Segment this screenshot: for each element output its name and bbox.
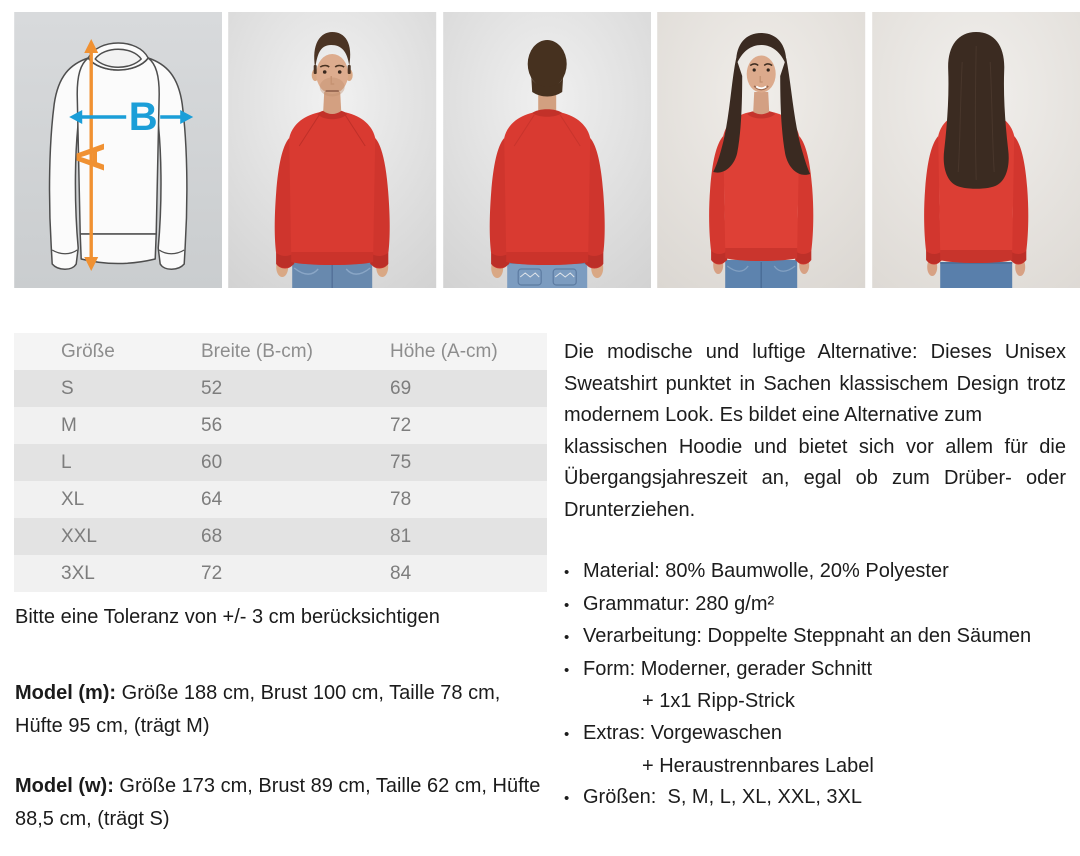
- product-features-list: [564, 556, 1076, 815]
- table-row: [14, 407, 547, 444]
- model-w-info: [15, 770, 546, 836]
- cell-width: 64: [201, 488, 223, 510]
- cell-width: 68: [201, 525, 223, 547]
- bullet-icon: •: [564, 564, 570, 581]
- bullet-icon: •: [564, 596, 570, 614]
- photo-female-back: [872, 12, 1080, 288]
- bullet-icon: •: [564, 790, 570, 808]
- cell-width: 60: [201, 451, 223, 473]
- cell-height: 69: [390, 377, 412, 399]
- cell-width: 72: [201, 562, 223, 584]
- cell-width: 52: [201, 377, 223, 399]
- table-row: [14, 370, 547, 407]
- model-m-measurements: Größe 188 cm, Brust 100 cm, Taille 78 cm, Hüfte 95 cm, (trägt M): [15, 682, 506, 737]
- cell-size: XL: [61, 488, 85, 510]
- size-table-header-height: Höhe (A-cm): [390, 340, 498, 362]
- cell-height: 78: [390, 488, 412, 510]
- table-row: [14, 444, 547, 481]
- tolerance-note: Bitte eine Toleranz von +/- 3 cm berücksichtigen: [15, 606, 440, 628]
- description-paragraph-2: klassischen Hoodie und bietet sich vor allem für die Übergangsjahreszeit an, egal ob zum Drüber- oder Drunterziehen.: [564, 435, 1066, 521]
- cell-height: 75: [390, 451, 412, 473]
- female-back-illustration: [872, 12, 1080, 288]
- model-m-info: [15, 677, 542, 743]
- sweatshirt-measure-diagram: [14, 12, 222, 288]
- cell-height: 84: [390, 562, 412, 584]
- cell-width: 56: [201, 414, 223, 436]
- model-w-measurements: Größe 173 cm, Brust 89 cm, Taille 62 cm, Hüfte 88,5 cm, (trägt S): [15, 775, 546, 830]
- feature-item-material: • Material: 80% Baumwolle, 20% Polyester: [564, 556, 1076, 589]
- cell-height: 72: [390, 414, 412, 436]
- photo-female-front: [657, 12, 865, 288]
- cell-height: 81: [390, 525, 412, 547]
- model-m-label: Model (m):: [15, 682, 117, 704]
- bullet-icon: •: [564, 725, 570, 743]
- table-row: [14, 518, 547, 555]
- feature-item-grammatur: • Grammatur: 280 g/m²: [564, 589, 1076, 622]
- female-front-illustration: [657, 12, 865, 288]
- cell-size: XXL: [61, 525, 97, 547]
- feature-item-verarbeitung: • Verarbeitung: Doppelte Steppnaht an den Säumen: [564, 621, 1076, 654]
- size-table-header-size: Größe: [61, 340, 115, 362]
- cell-size: M: [61, 414, 77, 436]
- cell-size: L: [61, 451, 72, 473]
- feature-item-extras: • Extras: Vorgewaschen: [564, 718, 1076, 751]
- size-table-header-row: [14, 333, 547, 370]
- male-back-illustration: [443, 12, 651, 288]
- product-description: [564, 337, 1066, 526]
- photo-male-front: [228, 12, 436, 288]
- measure-b-label: B: [128, 95, 158, 139]
- bullet-icon: •: [564, 629, 570, 647]
- size-table: [14, 333, 547, 592]
- product-image-gallery: [14, 12, 1080, 288]
- model-w-label: Model (w):: [15, 775, 114, 797]
- table-row: [14, 555, 547, 592]
- cell-size: S: [61, 377, 74, 399]
- size-table-header-width: Breite (B-cm): [201, 340, 313, 362]
- feature-item-form-continuation: + 1x1 Ripp-Strick: [642, 690, 795, 713]
- bullet-icon: •: [564, 661, 570, 679]
- male-front-illustration: [228, 12, 436, 288]
- feature-item-extras-continuation: + Heraustrennbares Label: [642, 754, 874, 777]
- description-paragraph-1: Die modische und luftige Alternative: Dieses Unisex Sweatshirt punktet in Sachen klassischem Design trotz modernem Look. Es bildet eine Alternative zum: [564, 341, 1066, 426]
- size-diagram-image: [14, 12, 222, 288]
- feature-item-form: • Form: Moderner, gerader Schnitt: [564, 654, 1076, 687]
- feature-item-groessen: • Größen: S, M, L, XL, XXL, 3XL: [564, 782, 1076, 815]
- table-row: [14, 481, 547, 518]
- photo-male-back: [443, 12, 651, 288]
- measure-a-label: A: [69, 142, 114, 172]
- cell-size: 3XL: [61, 562, 95, 584]
